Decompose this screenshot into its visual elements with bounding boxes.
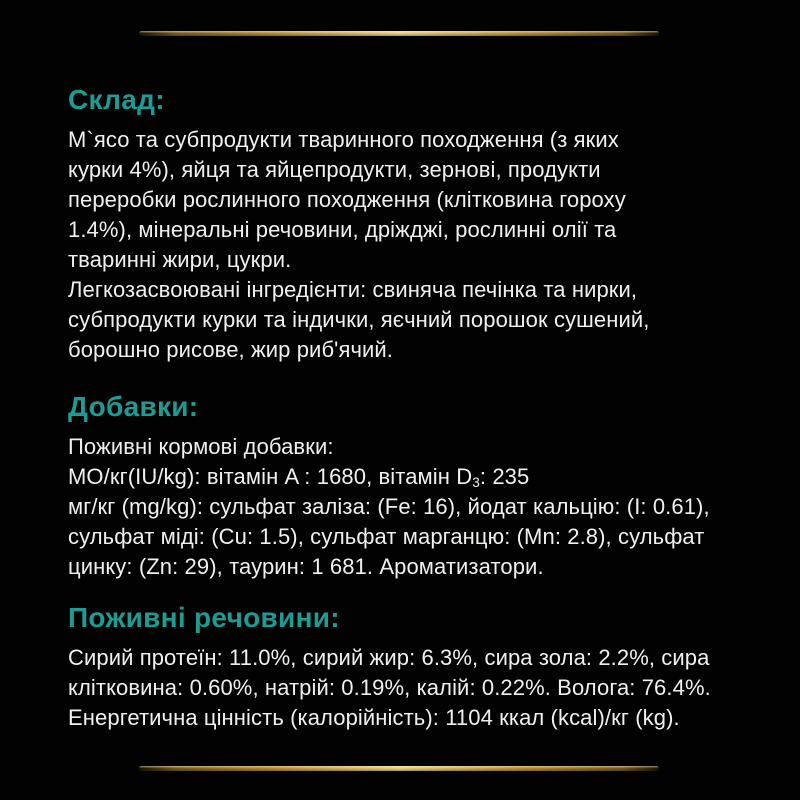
composition-line: субпродукти курки та індички, яєчний порошок сушений, (68, 307, 650, 332)
nutrients-body (68, 643, 770, 733)
composition-line: курки 4%), яйця та яйцепродукти, зернові, продукти (68, 157, 601, 182)
composition-line: М`ясо та субпродукти тваринного походження (з яких (68, 127, 619, 152)
composition-line: тваринні жири, цукри. (68, 247, 292, 272)
additives-body (68, 432, 770, 582)
section-nutrients (68, 602, 770, 733)
section-composition (68, 84, 770, 365)
nutrients-line: клітковина: 0.60%, натрій: 0.19%, калій: 0.22%. Волога: 76.4%. (68, 675, 711, 700)
nutrients-line: Енергетична цінність (калорійність): 1104 ккал (kcal)/кг (kg). (68, 705, 680, 730)
composition-line: 1.4%), мінеральні речовини, дріжджі, рослинні олії та (68, 217, 617, 242)
composition-line: Легкозасвоювані інгредієнти: свиняча печінка та нирки, (68, 277, 638, 302)
additives-heading: Добавки: (68, 391, 199, 422)
vitamin-line-post: : 235 (479, 464, 530, 489)
nutrients-heading: Поживні речовини: (68, 602, 340, 633)
vitamin-d3-subscript: 3 (472, 475, 480, 490)
gold-divider-top (139, 31, 659, 36)
composition-line: переробки рослинного походження (клітковина гороху (68, 187, 626, 212)
additives-line: цинку: (Zn: 29), таурин: 1 681. Ароматизатори. (68, 554, 544, 579)
additives-line: мг/кг (mg/kg): сульфат заліза: (Fe: 16), йодат кальцію: (I: 0.61), (68, 494, 710, 519)
additives-vitamin-line (68, 462, 770, 492)
additives-line: сульфат міді: (Cu: 1.5), сульфат марганцю: (Mn: 2.8), сульфат (68, 524, 705, 549)
nutrients-line: Сирий протеїн: 11.0%, сирий жир: 6.3%, сира зола: 2.2%, сира (68, 645, 710, 670)
gold-divider-bottom (139, 766, 659, 771)
section-additives (68, 391, 770, 582)
composition-body (68, 125, 770, 365)
label-content (68, 84, 770, 733)
additives-line: Поживні кормові добавки: (68, 434, 334, 459)
vitamin-line-pre: МО/кг(IU/kg): вітамін A : 1680, вітамін D (68, 464, 473, 489)
composition-line: борошно рисове, жир риб'ячий. (68, 337, 394, 362)
composition-heading: Склад: (68, 84, 165, 115)
